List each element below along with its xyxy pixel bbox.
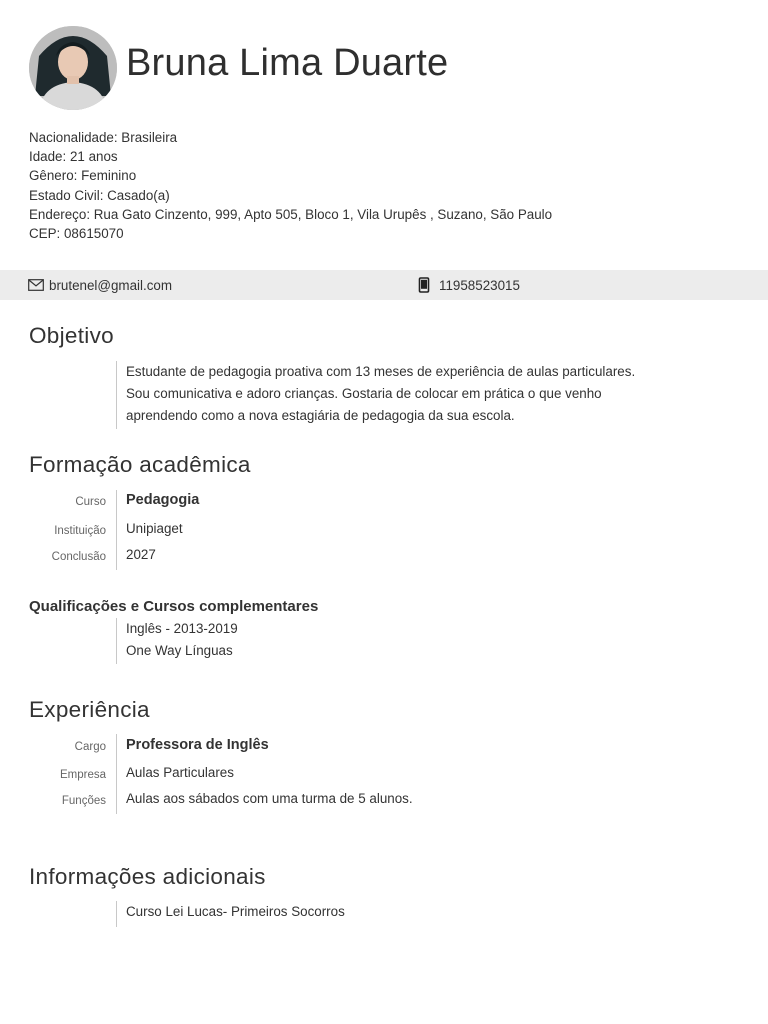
- nationality: Nacionalidade: Brasileira: [29, 130, 178, 145]
- email-contact[interactable]: [28, 270, 172, 300]
- conclusion-value: 2027: [126, 547, 156, 562]
- profile-photo: [29, 26, 117, 110]
- additional-item: Curso Lei Lucas- Primeiros Socorros: [126, 904, 345, 919]
- duties-value: Aulas aos sábados com uma turma de 5 alunos.: [126, 791, 413, 806]
- divider-line: [116, 901, 117, 927]
- gender: Gênero: Feminino: [29, 168, 137, 184]
- institution-value: Unipiaget: [126, 521, 183, 536]
- qualifications-title: Qualificações e Cursos complementares: [29, 598, 319, 615]
- divider-line: [116, 734, 117, 814]
- additional-title: Informações adicionais: [29, 864, 266, 889]
- qualification-item: One Way Línguas: [126, 643, 233, 658]
- divider-line: [116, 361, 117, 429]
- experience-title: Experiência: [29, 697, 150, 722]
- phone-contact[interactable]: [418, 270, 520, 300]
- conclusion-label: Conclusão: [51, 551, 106, 563]
- objective-text: Estudante de pedagogia proativa com 13 meses de experiência de aulas particulares. Sou comunicativa e adoro crianças. Gostaria de colocar em prática o que venho aprendendo como a nova estagiária de pedagogia da sua escola.: [126, 364, 636, 423]
- cep: CEP: 08615070: [29, 226, 124, 242]
- age: Idade: 21 anos: [29, 149, 118, 165]
- qualification-item: Inglês - 2013-2019: [126, 621, 238, 636]
- company-value: Aulas Particulares: [126, 765, 234, 780]
- education-title: Formação acadêmica: [29, 452, 251, 477]
- divider-line: [116, 618, 117, 664]
- phone[interactable]: 11958523015: [439, 277, 520, 293]
- institution-label: Instituição: [54, 525, 106, 537]
- company-label: Empresa: [59, 769, 106, 781]
- course-value: Pedagogia: [126, 492, 200, 508]
- role-value: Professora de Inglês: [126, 737, 269, 753]
- objective-title: Objetivo: [29, 323, 114, 348]
- contact-bar: [0, 270, 768, 300]
- avatar: [29, 26, 117, 110]
- address: Endereço: Rua Gato Cinzento, 999, Apto 505, Bloco 1, Vila Urupês , Suzano, São Paulo: [29, 206, 553, 222]
- course-label: Curso: [75, 496, 106, 508]
- mobile-phone-icon: [418, 277, 430, 293]
- civil-status: Estado Civil: Casado(a): [29, 187, 170, 203]
- personal-info: [29, 128, 552, 243]
- envelope-icon: [28, 279, 44, 291]
- email[interactable]: brutenel@gmail.com: [49, 277, 173, 293]
- duties-label: Funções: [61, 795, 106, 807]
- role-label: Cargo: [74, 741, 106, 753]
- divider-line: [116, 490, 117, 570]
- candidate-name: Bruna Lima Duarte: [126, 42, 449, 84]
